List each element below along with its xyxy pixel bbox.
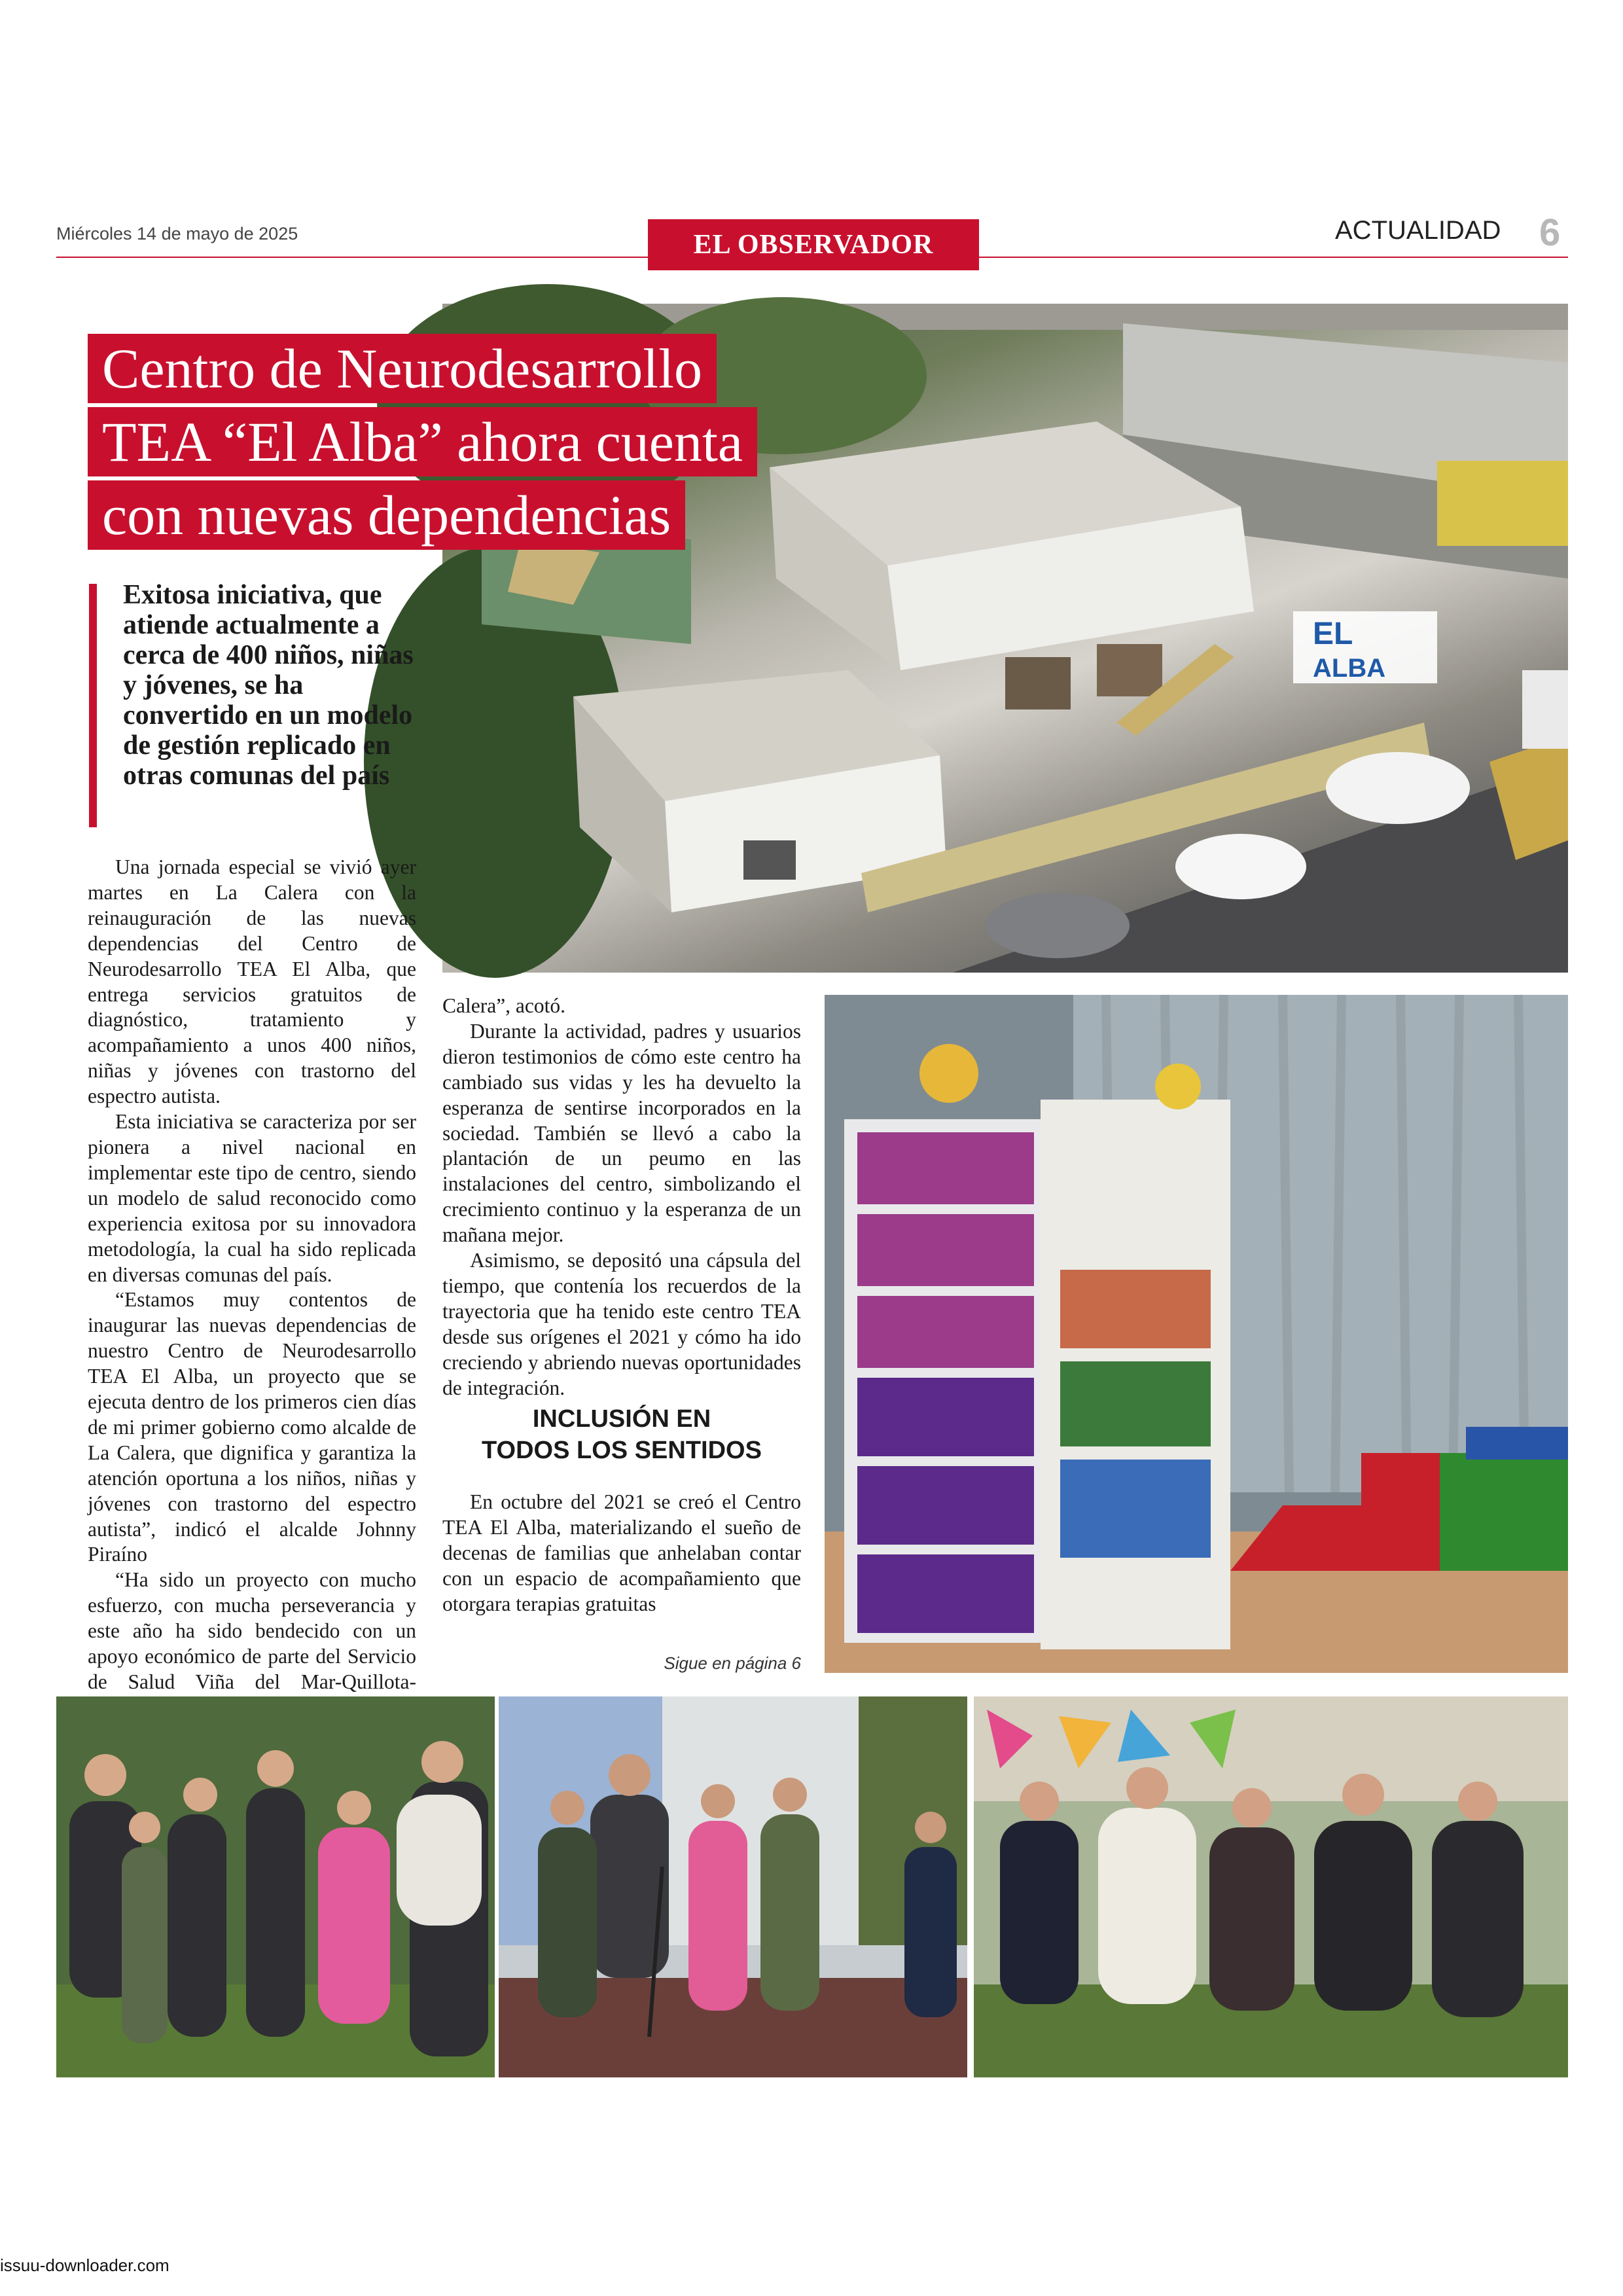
issue-date: Miércoles 14 de mayo de 2025 [56, 224, 298, 243]
subheading-line-2: TODOS LOS SENTIDOS [482, 1437, 762, 1464]
building-sign-line2: ALBA [1313, 654, 1386, 683]
body-column-2 [442, 994, 801, 1399]
masthead-logo[interactable]: EL OBSERVADOR [648, 219, 979, 270]
body-paragraph: Asimismo, se depositó una cápsula del tiempo, que contenía los recuerdos de la trayectoria que ha tenido este centro TEA desde sus orígenes el 2021 y cómo ha ido creciendo y abriendo nuevas oportunidades de integración. [442, 1249, 801, 1399]
photo-children-speaking [499, 1696, 967, 2077]
body-paragraph: Durante la actividad, padres y usuarios dieron testimonios de cómo este centro ha cambiado sus vidas y les ha devuelto la esperanza de sentirse incorporados en la sociedad. También se llevó a cabo la plantación de un peumo en las instalaciones del centro, simbolizando el crecimiento continuo y la esperanza de un mañana mejor. [442, 1019, 801, 1247]
photo-authorities-seated [974, 1696, 1568, 2077]
subheading [442, 1403, 801, 1466]
source-watermark[interactable]: issuu-downloader.com [0, 2255, 169, 2275]
body-column-3 [442, 1490, 801, 1639]
body-paragraph: Calera”, acotó. [442, 994, 566, 1017]
headline-line-3: con nuevas dependencias [88, 480, 685, 550]
deck-accent-bar [89, 584, 97, 827]
building-sign-line1: EL [1313, 617, 1353, 651]
section-name: ACTUALIDAD [1335, 216, 1501, 245]
photo-group-children [56, 1696, 495, 2077]
article-deck: Exitosa iniciativa, que atiende actualmente a cerca de 400 niños, niñas y jóvenes, se ha convertido en un modelo de gestión replicado en otras comunas del país [123, 580, 414, 791]
body-paragraph: En octubre del 2021 se creó el Centro TEA El Alba, materializando el sueño de decenas de familias que anhelaban contar con un espacio de acompañamiento que otorgara terapias gratuitas [442, 1490, 801, 1615]
headline-line-2: TEA “El Alba” ahora cuenta [88, 407, 757, 476]
body-column-1 [88, 855, 416, 1693]
subheading-line-1: INCLUSIÓN EN [532, 1405, 711, 1433]
hero-photo-building [442, 304, 1568, 973]
page-number: 6 [1539, 211, 1561, 254]
photo-therapy-room [825, 995, 1568, 1673]
body-paragraph: Esta iniciativa se caracteriza por ser pionera a nivel nacional en implementar este tipo de centro, siendo un modelo de salud reconocido como experiencia exitosa por su innovadora metodología, la cual ha sido replicada en diversas comunas del país. [88, 1110, 416, 1286]
headline-line-1: Centro de Neurodesarrollo [88, 334, 717, 403]
continued-on-page[interactable]: Sigue en página 6 [664, 1653, 801, 1673]
body-paragraph: “Ha sido un proyecto con mucho esfuerzo, con mucha perseverancia y este año ha sido bendecido con un apoyo económico de parte del Servicio de Salud Viña del Mar-Quillota- [88, 1568, 416, 1693]
body-paragraph: “Estamos muy contentos de inaugurar las nuevas dependencias de nuestro Centro de Neurodesarrollo TEA El Alba, un proyecto que se ejecuta dentro de los primeros cien días de mi primer gobierno como alcalde de La Calera, que dignifica y garantiza la atención oportuna a los niños, niñas y jóvenes con trastorno del espectro autista”, indicó el alcalde Johnny Piraíno [88, 1288, 416, 1566]
body-paragraph: Una jornada especial se vivió ayer martes en La Calera con la reinauguración de las nuevas dependencias del Centro de Neurodesarrollo TEA El Alba, que entrega servicios gratuitos de diagnóstico, tratamiento y acompañamiento a unos 400 niños, niñas y jóvenes con trastorno del espectro autista. [88, 855, 416, 1108]
